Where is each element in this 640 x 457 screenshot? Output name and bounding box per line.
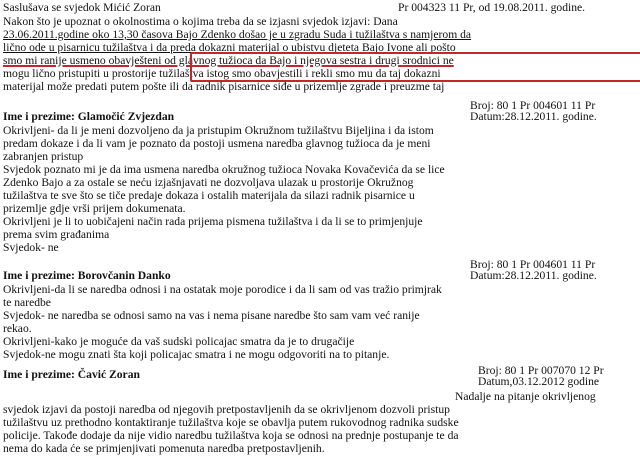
block2-line-7: prizemlje gdje vrši prijem dokumenata.	[3, 202, 186, 215]
block2-datum: Datum:28.12.2011. godine.	[470, 110, 597, 123]
block2-line-5: Zdenko Bajo a za ostale se neću izjašnjavati ne dozvoljava ulazak u prostorije Okružnog	[3, 176, 414, 189]
block4-name-label: Ime i prezime: Čavić Zoran	[3, 368, 140, 381]
block1-line-4: smo mi ranije usmeno obavješteni od glavnog tužioca da Bajo i njegova sestra i drugi srodnici ne	[3, 54, 454, 67]
block4-line-4: policije. Takođe dodaje da nije vidio naredbu tužilaštva koja se odnosi na prednje postupanje te da	[3, 429, 459, 442]
block4-datum: Datum,03.12.2012 godine	[478, 375, 600, 388]
block1-line-1: Nakon što je upoznat o okolnostima o kojima treba da se izjasni svjedok izjavi: Dana	[3, 15, 398, 28]
block3-line-1: Okrivljeni-da li se naredba odnosi i na ostatak moje porodice i da li sam od vas tražio primjrak	[3, 283, 442, 296]
block1-line-3: lično ode u pisarnicu tužilaštva i da preda dokazni materijal o ubistvu djeteta Bajo Ivone ali pošto	[3, 41, 456, 54]
block2-line-3: zabranjen pristup	[3, 150, 84, 163]
block4-broj: Broj: 80 1 Pr 007070 12 Pr	[478, 364, 604, 377]
block3-name-label: Ime i prezime: Borovčanin Danko	[3, 269, 171, 282]
block3-broj: Broj: 80 1 Pr 004601 11 Pr	[470, 258, 596, 271]
block2-line-9: prema svim građanima	[3, 228, 110, 241]
block4-line-3: tužilaštvu uz prethodno kontaktiranje tužilaštva koje se obavlja putem rukovodnog radnika sudske	[3, 416, 459, 429]
block2-line-4: Svjedok poznato mi je da ima usmena naredba okružnog tužioca Novaka Kovačevića da se lice	[3, 163, 445, 176]
block3-line-6: Svjedok-ne mogu znati šta koji policajac smatra i ne mogu odgovoriti na to pitanje.	[3, 348, 390, 361]
block2-line-2: predam dokaze i da li vam je poznato da postoji usmena naredba glavnog tužioca da je meni	[3, 137, 431, 150]
block2-broj: Broj: 80 1 Pr 004601 11 Pr	[470, 99, 596, 112]
block1-line-6: materijal može predati putem pošte ili da radnik pisarnice siđe u prizemlje zgrade i preuzme taj	[3, 80, 445, 93]
block3-datum: Datum:28.12.2011. godine.	[470, 269, 597, 282]
block4-line-1: Nadalje na pitanje okrivljenog	[455, 390, 596, 403]
block1-header-left: Saslušava se svjedok Mićić Zoran	[3, 1, 161, 14]
block4-line-5: nema do kada će se primjenjivati pomenuta naredba pretpostavljenih.	[3, 442, 325, 455]
block2-name-label: Ime i prezime: Glamočić Zvjezdan	[3, 110, 175, 123]
block2-line-1: Okrivljeni- da li je meni dozvoljeno da ja pristupim Okružnom tužilaštvu Bijeljina i da istom	[3, 124, 434, 137]
block3-line-3: Svjedok- ne naredba se odnosi samo na vas i nema pisane naredbe što sam vam već ranije	[3, 309, 420, 322]
block1-line-2: 23.06.2011.godine oko 13,30 časova Bajo Zdenko došao je u zgradu Suda i tužilaštva s namjerom da	[3, 28, 472, 41]
block2-line-10: Svjedok- ne	[3, 241, 59, 254]
red-highlight-box	[190, 52, 640, 82]
block1-header-right: Pr 004323 11 Pr, od 19.08.2011. godine.	[398, 1, 586, 14]
block4-line-2: svjedok izjavi da postoji naredba od njegovih pretpostavljenih da se okrivljenom dozvoli pristup	[3, 403, 450, 416]
block3-line-5: Okrivljeni-kako je moguće da vaš sudski policajac smatra da je to drugačije	[3, 335, 355, 348]
block1-line-5: mogu lično pristupiti u prostorije tužilaštva istog smo obavjestili i rekli smo mu da taj dokazni	[3, 67, 441, 80]
block3-line-4: rekao.	[3, 322, 32, 335]
block2-line-6: tužilaštva te sve što se tiče predaje dokaza i ostalih materijala da silazi radnik pisarnice u	[3, 189, 415, 202]
block3-line-2: te naredbe	[3, 296, 51, 309]
block2-line-8: Okrivljeni je li to uobičajeni način rada prijema pismena tužilaštva i da li se to primjenjuje	[3, 215, 423, 228]
